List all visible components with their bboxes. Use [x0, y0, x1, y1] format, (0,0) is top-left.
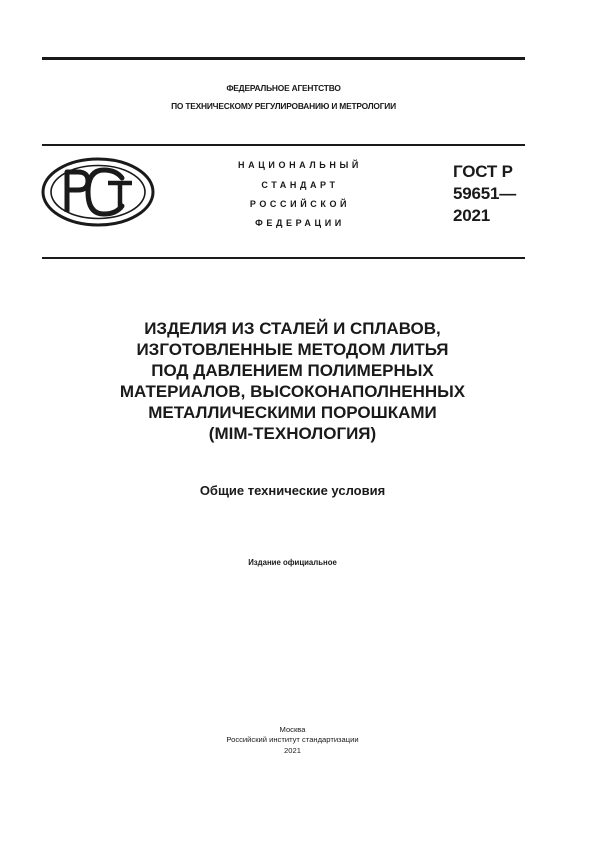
- gost-designation-line-1: ГОСТ Р: [453, 162, 513, 181]
- title-line: (MIM-ТЕХНОЛОГИЯ): [208, 424, 377, 443]
- agency-name-line-1: ФЕДЕРАЛЬНОЕ АГЕНТСТВО: [226, 83, 341, 93]
- bottom-rule: [42, 257, 525, 259]
- top-rule: [42, 57, 525, 60]
- title-line: ИЗДЕЛИЯ ИЗ СТАЛЕЙ И СПЛАВОВ,: [144, 319, 441, 338]
- document-title: [42, 318, 543, 444]
- standard-type-line-1: НАЦИОНАЛЬНЫЙ: [238, 160, 362, 170]
- title-line: МАТЕРИАЛОВ, ВЫСОКОНАПОЛНЕННЫХ: [119, 382, 466, 401]
- standard-type-line-2: СТАНДАРТ: [261, 180, 339, 190]
- title-line: МЕТАЛЛИЧЕСКИМИ ПОРОШКАМИ: [148, 403, 437, 422]
- imprint-publisher: Российский институт стандартизации: [226, 735, 359, 744]
- gost-designation-line-2: 59651—: [453, 184, 517, 203]
- document-subtitle: Общие технические условия: [199, 483, 386, 498]
- edition-note: Издание официальное: [248, 558, 337, 567]
- middle-rule: [42, 144, 525, 146]
- gost-designation-line-3: 2021: [453, 206, 491, 225]
- title-line: ИЗГОТОВЛЕННЫЕ МЕТОДОМ ЛИТЬЯ: [136, 340, 449, 359]
- imprint-year: 2021: [284, 746, 301, 755]
- agency-name-line-2: ПО ТЕХНИЧЕСКОМУ РЕГУЛИРОВАНИЮ И МЕТРОЛОГИИ: [171, 101, 396, 111]
- rst-gost-emblem-icon: [40, 156, 156, 228]
- standard-type-line-3: РОССИЙСКОЙ: [249, 199, 351, 209]
- title-line: ПОД ДАВЛЕНИЕМ ПОЛИМЕРНЫХ: [151, 361, 434, 380]
- standard-type-line-4: ФЕДЕРАЦИИ: [255, 218, 345, 228]
- imprint-city: Москва: [279, 725, 306, 734]
